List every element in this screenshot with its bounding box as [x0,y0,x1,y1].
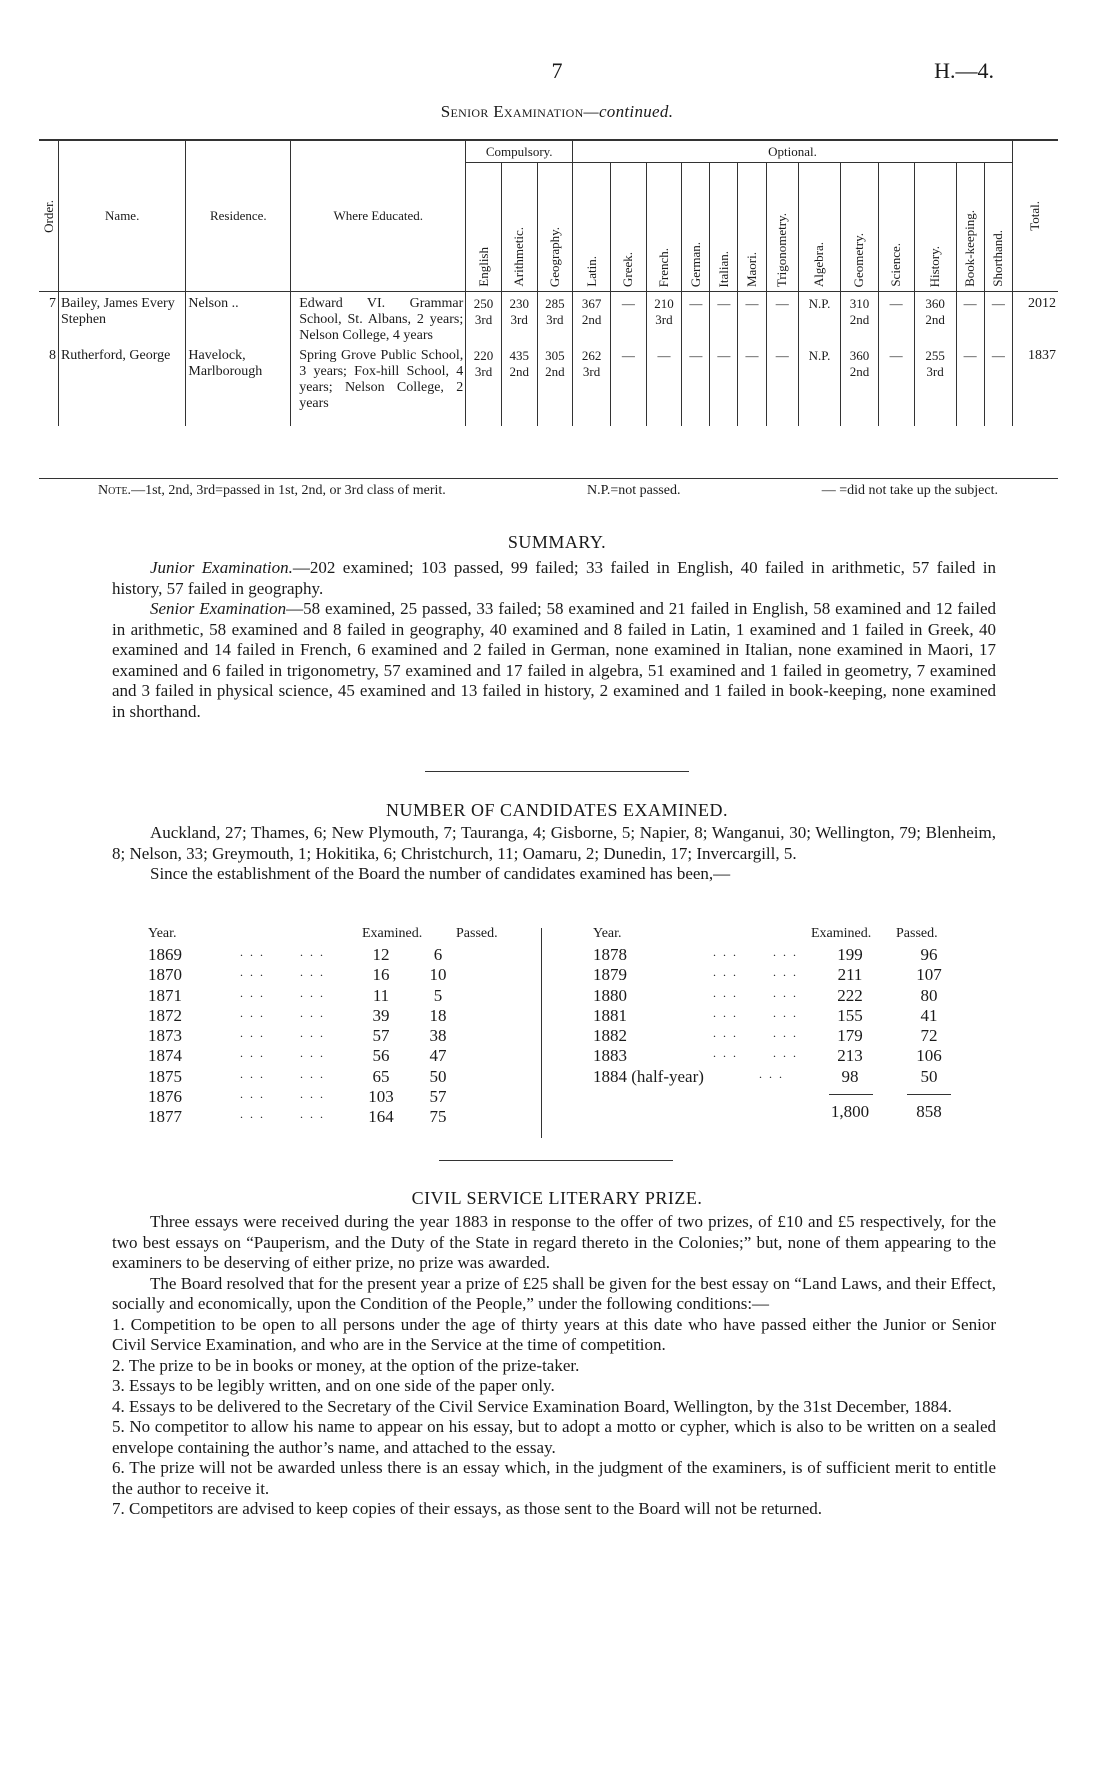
leader-dots: . . . . . . [240,1005,325,1020]
prize-condition: 3. Essays to be legibly written, and on one side of the paper only. [112,1376,555,1395]
leader-dots: . . . . . . [240,965,325,980]
mark-cell: 360 2nd [841,344,879,426]
year-cell: 1883 [593,1046,627,1066]
subject-header: Science. [878,163,914,292]
right-hdr-year: Year. [593,926,622,941]
subject-header: English [466,163,502,292]
leader-dots: . . . [759,1066,784,1081]
leader-dots: . . . . . . [713,945,798,959]
prize-condition: 6. The prize will not be awarded unless there is an essay which, in the judgment of the examiners, is of sufficient merit to entitle the author to receive it. [112,1458,996,1498]
page-number: 7 [551,58,563,83]
mark-cell: 255 3rd [914,344,956,426]
mark-cell: — [682,344,710,426]
subject-header: Geography. [537,163,573,292]
passed-cell: 50 [920,1066,938,1086]
year-cell: 1874 [148,1046,182,1066]
table-note [98,483,998,499]
year-table-right [593,926,973,1121]
prize-condition: 7. Competitors are advised to keep copies of their essays, as those sent to the Board will not be returned. [112,1499,823,1518]
mark-cell: — [766,292,798,345]
right-hdr-examined: Examined. [811,926,872,941]
year-row [593,965,973,985]
leader-dots: . . . . . . [713,985,798,1000]
passed-cell: 96 [920,945,938,964]
year-row [148,1087,528,1107]
year-cell: 1881 [593,1005,627,1025]
subject-header: Greek. [611,163,647,292]
prize-condition: 2. The prize to be in books or money, at the option of the prize-taker. [112,1355,580,1375]
table-row [39,292,1058,345]
examined-cell: 39 [372,1005,390,1025]
year-cell: 1878 [593,945,627,964]
left-hdr-passed: Passed. [456,926,498,941]
mark-cell: — [956,344,984,426]
year-row [593,1046,973,1066]
prize-condition: 1. Competition to be open to all persons under the age of thirty years at this date who have passed either the Junior or Senior Civil Service Examination, and who are in the Service at the time of competition. [112,1314,996,1354]
mark-cell: 285 3rd [537,292,573,345]
year-cell: 1876 [148,1087,182,1107]
document-reference: H.—4. [934,58,994,83]
passed-cell: 38 [429,1026,447,1046]
year-row [148,1026,528,1046]
year-row [593,1006,973,1026]
examined-cell: 213 [837,1046,863,1066]
col-where-educated-header: Where Educated. [291,140,466,292]
candidates-places: Auckland, 27; Thames, 6; New Plymouth, 7; Tauranga, 4; Gisborne, 5; Napier, 8; Wanganui, 30; Wellington, 79; Blenheim, 8; Nelson, 33; Greymouth, 1; Hokitika, 6; Christchurch, 11; Oamaru, 2; Dunedin, 17; Invercargill, 5. [112,823,996,863]
year-cell: 1877 [148,1107,182,1127]
subject-header: Shorthand. [984,163,1012,292]
col-residence-header: Residence. [186,140,291,292]
passed-cell: 57 [429,1087,447,1107]
summary-senior: Senior Examination—58 examined, 25 passed, 33 failed; 58 examined and 21 failed in English, 58 examined and 12 failed in arithmetic, 58 examined and 8 failed in geography, 40 examined and 8 failed in Latin, 1 examined and 1 failed in Greek, 40 examined and 14 failed in French, 6 examined and 2 failed in German, none examined in Italian, none examined in Maori, 17 examined and 6 failed in trigonometry, 57 examined and 17 failed in algebra, 51 examined and 1 failed in geometry, 7 examined and 3 failed in physical science, 45 examined and 13 failed in history, 2 examined and 1 failed in book-keeping, none examined in shorthand. [112,599,996,721]
col-total-header: Total. [1012,140,1058,292]
examined-cell: 103 [368,1087,394,1107]
year-cell: 1884 (half-year) [593,1066,704,1086]
subject-header: Latin. [573,163,611,292]
table-row [39,344,1058,426]
col-order-header: Order. [39,140,58,292]
total-rule-passed [907,1094,951,1095]
year-table-separator [541,928,542,1138]
year-cell: 1873 [148,1026,182,1046]
mark-cell: — [611,292,647,345]
year-cell: 1875 [148,1066,182,1086]
table-caption-text: Senior Examination [440,102,584,121]
summary-title: SUMMARY. [507,532,607,552]
year-cell: 1869 [148,945,182,964]
passed-cell: 18 [429,1005,447,1025]
senior-exam-table [39,139,1058,426]
year-row [148,1006,528,1026]
leader-dots: . . . . . . [240,1087,325,1102]
order-cell: 8 [39,344,58,426]
note-dash: — =did not take up the subject. [821,483,998,498]
mark-cell: — [646,344,682,426]
mark-cell: 262 3rd [573,344,611,426]
section-divider-2 [439,1160,673,1161]
year-cell: 1879 [593,965,627,985]
name-cell: Bailey, James Every Stephen [58,292,185,345]
leader-dots: . . . . . . [713,1005,798,1020]
mark-cell: N.P. [798,344,840,426]
name-cell: Rutherford, George [58,344,185,426]
examined-cell: 164 [368,1107,394,1127]
subject-header: Geometry. [841,163,879,292]
prize-condition: 4. Essays to be delivered to the Secretary of the Civil Service Examination Board, Wellington, by the 31st December, 1884. [112,1396,952,1416]
note-merit: Note.—1st, 2nd, 3rd=passed in 1st, 2nd, or 3rd class of merit. [98,483,446,498]
examined-cell: 199 [837,945,863,964]
mark-cell: 250 3rd [466,292,502,345]
passed-cell: 47 [429,1046,447,1066]
year-cell: 1882 [593,1026,627,1046]
exam-table-body [39,292,1058,427]
subject-header: French. [646,163,682,292]
leader-dots: . . . . . . [713,965,798,980]
table-caption-continued: —continued. [583,102,674,121]
subject-header: Book-keeping. [956,163,984,292]
year-row [148,965,528,985]
order-cell: 7 [39,292,58,345]
leader-dots: . . . . . . [713,1026,798,1041]
leader-dots: . . . . . . [240,945,325,959]
table-bottom-rule [39,478,1058,479]
mark-cell: — [984,344,1012,426]
year-row [148,1046,528,1066]
passed-cell: 50 [429,1066,447,1086]
examined-cell: 12 [372,945,390,964]
leader-dots: . . . . . . [240,1107,325,1122]
mark-cell: 230 3rd [501,292,537,345]
mark-cell: 305 2nd [537,344,573,426]
year-row [148,1067,528,1087]
year-row [593,1026,973,1046]
mark-cell: N.P. [798,292,840,345]
mark-cell: — [710,344,738,426]
subject-header: Maori. [738,163,766,292]
mark-cell: 210 3rd [646,292,682,345]
prize-body [112,1212,996,1520]
subject-header: History. [914,163,956,292]
passed-cell: 106 [916,1046,942,1066]
total-examined: 1,800 [830,1102,870,1121]
right-hdr-passed: Passed. [896,926,938,941]
subject-header: Algebra. [798,163,840,292]
table-caption [0,102,1114,122]
passed-cell: 10 [429,965,447,985]
year-cell: 1872 [148,1005,182,1025]
mark-cell: — [984,292,1012,345]
leader-dots: . . . . . . [240,1046,325,1061]
year-row [593,1067,973,1087]
total-cell: 1837 [1012,344,1058,426]
mark-cell: — [878,292,914,345]
year-row [148,1107,528,1127]
subject-header: Arithmetic. [501,163,537,292]
residence-cell: Havelock, Marlborough [186,344,291,426]
passed-cell: 75 [429,1107,447,1127]
passed-cell: 72 [920,1026,938,1046]
passed-cell: 80 [920,985,938,1005]
year-cell: 1870 [148,965,182,985]
passed-cell: 107 [916,965,942,985]
examined-cell: 179 [837,1026,863,1046]
candidates-title: NUMBER OF CANDIDATES EXAMINED. [385,800,728,820]
prize-paragraph-2: The Board resolved that for the present year a prize of £25 shall be given for the best essay on “Land Laws, and their Effect, socially and economically, upon the Condition of the People,” under the following conditions:— [112,1273,996,1313]
examined-cell: 211 [837,965,863,985]
section-divider-1 [425,771,689,772]
subject-header: Italian. [710,163,738,292]
subject-header: Trigonometry. [766,163,798,292]
passed-cell: 5 [433,985,443,1005]
examined-cell: 65 [372,1066,390,1086]
mark-cell: — [710,292,738,345]
total-passed: 858 [916,1102,942,1121]
leader-dots: . . . . . . [240,1026,325,1041]
left-hdr-year: Year. [148,926,177,941]
residence-cell: Nelson .. [186,292,291,345]
mark-cell: 435 2nd [501,344,537,426]
mark-cell: — [738,292,766,345]
prize-title: CIVIL SERVICE LITERARY PRIZE. [411,1188,703,1208]
passed-cell: 6 [433,945,443,964]
year-row [593,986,973,1006]
educated-cell: Edward VI. Grammar School, St. Albans, 2 years; Nelson College, 4 years [291,292,466,345]
year-cell: 1871 [148,985,182,1005]
examined-cell: 11 [372,985,390,1005]
left-hdr-examined: Examined. [362,926,423,941]
examined-cell: 57 [372,1026,390,1046]
total-cell: 2012 [1012,292,1058,345]
leader-dots: . . . . . . [713,1046,798,1061]
mark-cell: — [956,292,984,345]
examined-cell: 222 [837,985,863,1005]
mark-cell: — [766,344,798,426]
mark-cell: 367 2nd [573,292,611,345]
mark-cell: 360 2nd [914,292,956,345]
group-optional-header: Optional. [573,140,1013,163]
examined-cell: 56 [372,1046,390,1066]
mark-cell: — [878,344,914,426]
mark-cell: 220 3rd [466,344,502,426]
subject-header: German. [682,163,710,292]
leader-dots: . . . . . . [240,985,325,1000]
group-compulsory-header: Compulsory. [466,140,573,163]
summary-junior: Junior Examination.—202 examined; 103 passed, 99 failed; 33 failed in English, 40 failed in arithmetic, 57 failed in history, 57 failed in geography. [112,558,996,598]
total-rule-examined [829,1094,873,1095]
col-name-header: Name. [58,140,185,292]
educated-cell: Spring Grove Public School, 3 years; Fox-hill School, 4 years; Nelson College, 2 years [291,344,466,426]
note-not-passed: N.P.=not passed. [587,483,681,498]
candidates-since: Since the establishment of the Board the number of candidates examined has been,— [150,864,731,883]
candidates-body [112,823,996,885]
mark-cell: — [738,344,766,426]
summary-body [112,558,996,722]
passed-cell: 41 [920,1005,938,1025]
examined-cell: 155 [837,1005,863,1025]
year-row [148,986,528,1006]
mark-cell: — [611,344,647,426]
year-cell: 1880 [593,985,627,1005]
year-row [148,945,528,965]
mark-cell: — [682,292,710,345]
year-table-left [148,926,528,1128]
mark-cell: 310 2nd [841,292,879,345]
prize-condition: 5. No competitor to allow his name to appear on his essay, but to adopt a motto or cypher, which is also to be written on a sealed envelope containing the author’s name, and attached to the essay. [112,1417,996,1457]
prize-paragraph-1: Three essays were received during the year 1883 in response to the offer of two prizes, of £10 and £5 respectively, for the two best essays on “Pauperism, and the Duty of the State in regard thereto in the Colonies;” but, none of them appearing to the examiners to be deserving of either prize, no prize was awarded. [112,1212,996,1272]
prize-conditions [112,1315,996,1520]
candidates-year-table [148,926,968,1148]
year-row [593,945,973,965]
leader-dots: . . . . . . [240,1066,325,1081]
examined-cell: 16 [372,965,390,985]
examined-cell: 98 [841,1066,859,1086]
